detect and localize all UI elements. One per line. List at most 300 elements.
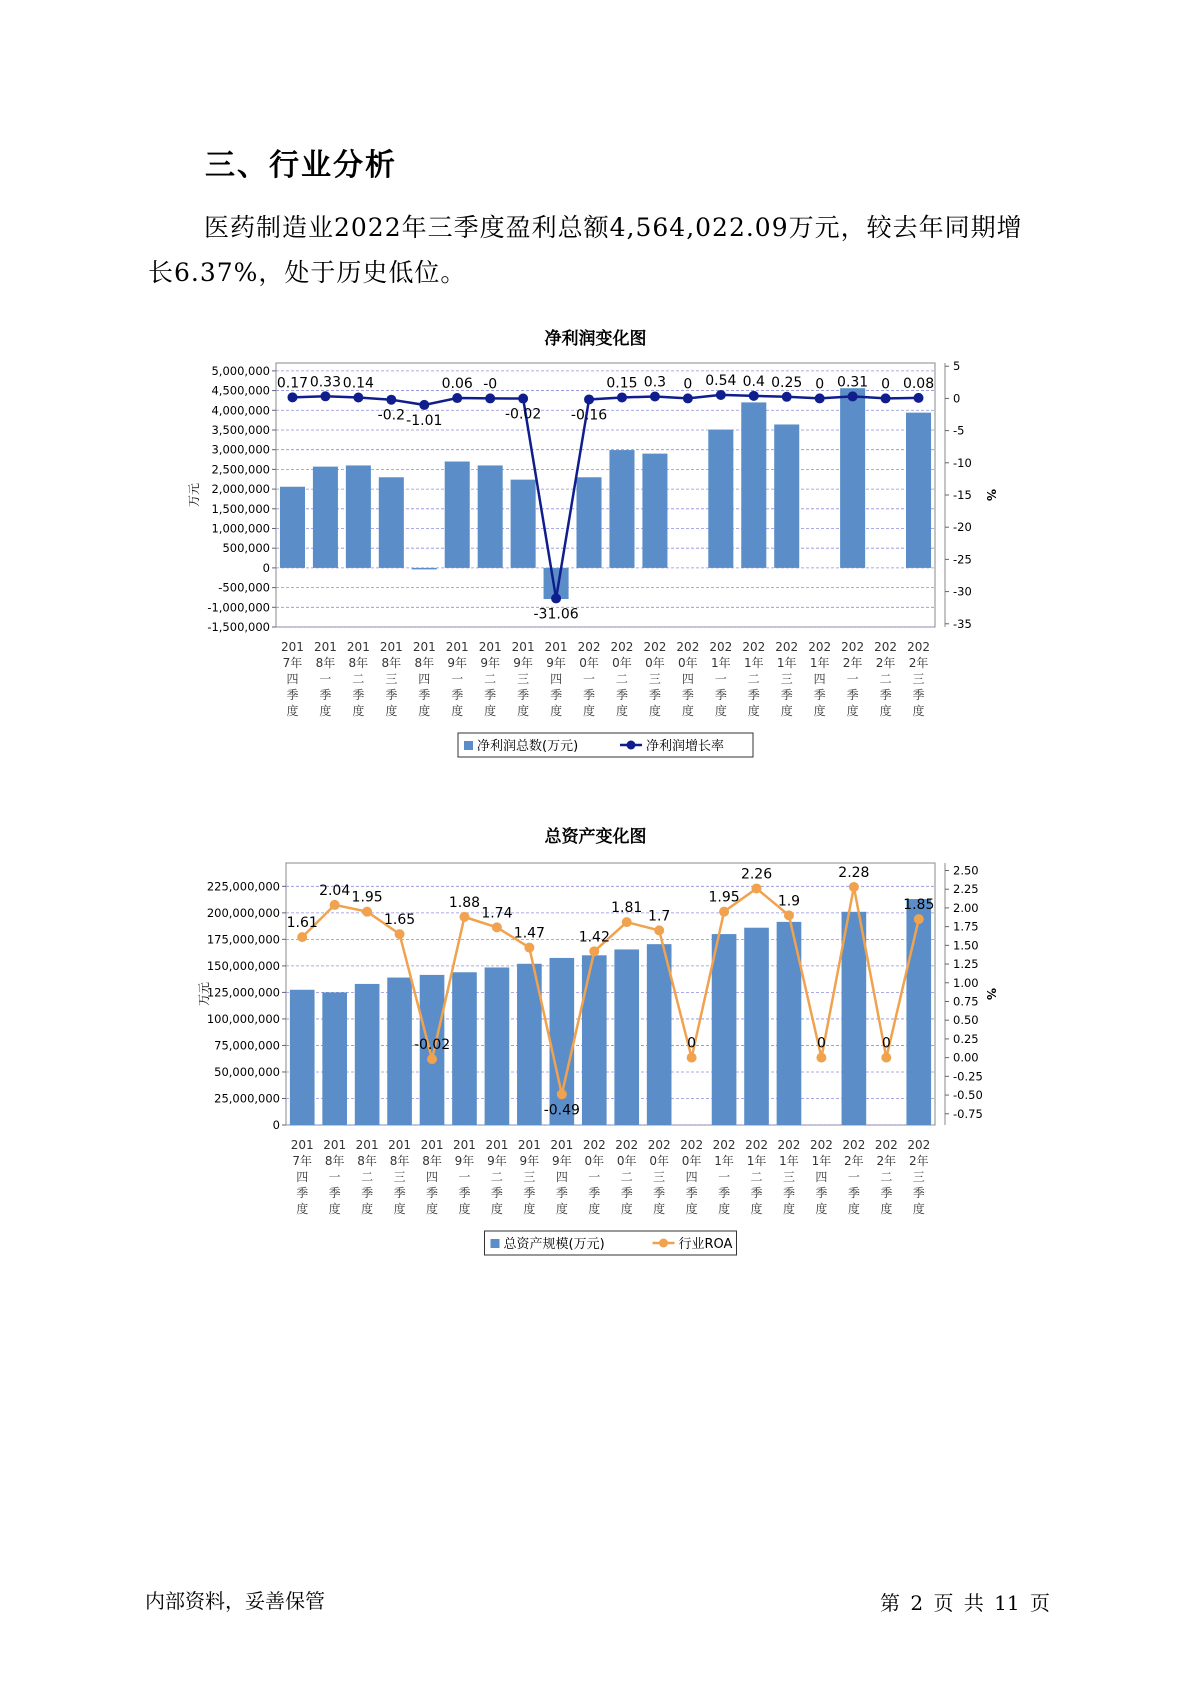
x-tick-label: 度	[296, 1202, 309, 1216]
data-label: -0.02	[505, 406, 542, 423]
x-tick-label: 度	[912, 1202, 925, 1216]
x-tick-label: 四	[296, 1170, 309, 1184]
x-tick-label: 201	[478, 640, 502, 654]
x-tick-label: 度	[653, 1202, 666, 1216]
y-tick-label: 2,500,000	[211, 462, 270, 477]
data-label: 0	[881, 1035, 891, 1052]
x-tick-label: 202	[841, 640, 865, 654]
x-tick-label: 三	[648, 672, 661, 686]
data-label: 1.61	[286, 915, 318, 932]
y2-tick-label: 0.75	[953, 994, 979, 1009]
y-tick-label: 175,000,000	[206, 932, 280, 947]
x-tick-label: 度	[484, 704, 497, 718]
x-tick-label: 度	[685, 1202, 698, 1216]
y2-tick-label: 1.75	[953, 919, 979, 934]
y-tick-label: -1,500,000	[207, 620, 270, 634]
y-tick-label: 4,500,000	[211, 383, 270, 398]
line-point	[557, 1089, 567, 1099]
y2-axis-title: %	[984, 488, 998, 502]
data-label: -0.02	[413, 1037, 451, 1054]
x-tick-label: 度	[750, 1202, 763, 1216]
data-label: -1.01	[406, 412, 443, 429]
data-label: -0.49	[543, 1102, 580, 1119]
x-tick-label: 9年	[546, 656, 566, 670]
bar	[280, 487, 305, 568]
bar	[478, 465, 503, 567]
x-tick-label: 季	[296, 1186, 309, 1200]
x-tick-label: 季	[714, 688, 727, 702]
x-tick-label: 202	[676, 640, 700, 654]
data-label: 2.26	[740, 866, 773, 883]
x-tick-label: 1年	[779, 1154, 799, 1168]
x-tick-label: 9年	[454, 1154, 475, 1168]
x-tick-label: 202	[610, 640, 634, 654]
line-point	[881, 393, 891, 403]
bar	[582, 955, 607, 1125]
x-tick-label: 度	[451, 704, 464, 718]
x-tick-label: 201	[420, 1138, 444, 1152]
line-point	[815, 393, 825, 403]
x-tick-label: 三	[912, 1170, 925, 1184]
data-label: 0.17	[276, 375, 309, 392]
x-tick-label: 季	[352, 688, 365, 702]
data-label: 1.74	[481, 905, 513, 922]
x-tick-label: 201	[412, 640, 436, 654]
bar	[387, 978, 412, 1125]
data-label: 0	[683, 376, 693, 393]
line-point	[622, 917, 632, 927]
bar	[577, 477, 602, 568]
line-point	[395, 929, 405, 939]
x-tick-label: 季	[517, 688, 530, 702]
data-label: 1.42	[578, 929, 610, 946]
x-tick-label: 9年	[447, 656, 468, 670]
x-tick-label: 202	[615, 1138, 639, 1152]
x-tick-label: 一	[458, 1170, 471, 1184]
line-point	[782, 392, 792, 402]
x-tick-label: 四	[813, 672, 826, 686]
y-tick-label: 1,000,000	[211, 521, 270, 536]
x-tick-label: 一	[718, 1170, 731, 1184]
x-tick-label: 202	[709, 640, 733, 654]
x-tick-label: 1年	[809, 656, 830, 670]
bar	[609, 450, 634, 568]
x-tick-label: 二	[750, 1170, 763, 1184]
x-tick-label: 7年	[292, 1154, 313, 1168]
x-tick-label: 201	[355, 1138, 379, 1152]
y2-tick-label: -30	[953, 584, 972, 599]
y2-tick-label: -5	[953, 423, 965, 438]
x-tick-label: 8年	[324, 1154, 345, 1168]
section-heading: 三、行业分析	[205, 148, 397, 183]
bar	[452, 972, 477, 1125]
x-tick-label: 一	[328, 1170, 341, 1184]
data-label: 1.47	[513, 925, 545, 942]
x-tick-label: 度	[583, 704, 596, 718]
bar	[445, 462, 470, 568]
line-point	[687, 1053, 697, 1063]
line-point	[551, 593, 561, 603]
x-tick-label: 三	[385, 672, 398, 686]
x-tick-label: 2年	[876, 1154, 897, 1168]
bar	[355, 984, 380, 1125]
x-tick-label: 8年	[389, 1154, 410, 1168]
line-point	[518, 394, 528, 404]
x-tick-label: 二	[620, 1170, 633, 1184]
x-tick-label: 度	[517, 704, 530, 718]
line-point	[716, 390, 726, 400]
line-point	[524, 943, 534, 953]
x-tick-label: 季	[583, 688, 596, 702]
x-tick-label: 季	[550, 688, 563, 702]
y2-tick-label: -10	[953, 455, 972, 470]
y-tick-label: 75,000,000	[214, 1038, 280, 1053]
x-tick-label: 202	[809, 1138, 833, 1152]
x-tick-label: 季	[555, 1186, 568, 1200]
line-point	[849, 882, 859, 892]
x-tick-label: 202	[874, 640, 898, 654]
x-tick-label: 0年	[579, 656, 599, 670]
x-tick-label: 度	[912, 704, 925, 718]
data-label: 0.14	[342, 375, 374, 392]
x-tick-label: 季	[393, 1186, 406, 1200]
x-tick-label: 二	[879, 672, 892, 686]
data-label: 0.3	[643, 374, 667, 391]
x-tick-label: 一	[714, 672, 727, 686]
x-tick-label: 季	[286, 688, 299, 702]
x-tick-label: 二	[361, 1170, 374, 1184]
line-point	[848, 391, 858, 401]
data-label: 0.33	[309, 374, 342, 391]
x-tick-label: 季	[780, 688, 793, 702]
x-tick-label: 度	[846, 704, 859, 718]
x-tick-label: 度	[780, 704, 793, 718]
legend-line-marker	[659, 1239, 668, 1248]
x-tick-label: 201	[550, 1138, 574, 1152]
data-label: 0	[815, 376, 825, 393]
x-tick-label: 季	[385, 688, 398, 702]
y-tick-label: 225,000,000	[206, 879, 280, 894]
x-tick-label: 9年	[487, 1154, 507, 1168]
y-tick-label: 500,000	[222, 541, 270, 556]
data-label: 0.15	[606, 375, 638, 392]
x-tick-label: 9年	[513, 656, 533, 670]
data-label: 2.28	[838, 864, 870, 881]
x-tick-label: 季	[718, 1186, 731, 1200]
x-tick-label: 8年	[348, 656, 369, 670]
x-tick-label: 201	[346, 640, 370, 654]
y-tick-label: 4,000,000	[211, 403, 270, 418]
x-tick-label: 8年	[357, 1154, 377, 1168]
x-tick-label: 201	[485, 1138, 509, 1152]
x-tick-label: 度	[615, 704, 628, 718]
x-tick-label: 季	[620, 1186, 633, 1200]
legend-bar-swatch	[491, 1239, 500, 1248]
x-tick-label: 四	[286, 672, 299, 686]
x-tick-label: 度	[718, 1202, 731, 1216]
x-tick-label: 季	[653, 1186, 666, 1200]
x-tick-label: 度	[523, 1202, 536, 1216]
data-label: 1.9	[777, 893, 801, 910]
x-tick-label: 0年	[616, 1154, 637, 1168]
x-tick-label: 202	[712, 1138, 736, 1152]
x-tick-label: 度	[352, 704, 365, 718]
x-tick-label: 2年	[844, 1154, 864, 1168]
x-tick-label: 1年	[776, 656, 797, 670]
x-tick-label: 四	[550, 672, 563, 686]
line-point	[617, 392, 627, 402]
bar	[485, 967, 510, 1125]
line-point	[719, 907, 729, 917]
x-tick-label: 9年	[480, 656, 500, 670]
x-tick-label: 三	[782, 1170, 795, 1184]
data-label: 0	[881, 376, 891, 393]
x-tick-label: 一	[319, 672, 332, 686]
legend-line-marker	[627, 741, 636, 750]
chart-title-assets: 总资产变化图	[544, 827, 647, 847]
x-tick-label: 202	[680, 1138, 704, 1152]
x-tick-label: 季	[750, 1186, 763, 1200]
x-tick-label: 201	[544, 640, 568, 654]
x-tick-label: 季	[451, 688, 464, 702]
x-tick-label: 202	[775, 640, 799, 654]
data-label: -31.06	[533, 606, 579, 623]
x-tick-label: 三	[517, 672, 530, 686]
x-tick-label: 7年	[282, 656, 303, 670]
x-tick-label: 季	[846, 688, 859, 702]
y2-tick-label: -25	[953, 552, 972, 567]
data-label: 1.88	[448, 894, 481, 911]
y2-tick-label: 1.25	[953, 957, 979, 972]
y-tick-label: 125,000,000	[206, 985, 280, 1000]
data-label: 0.06	[441, 376, 473, 393]
y2-tick-label: 1.00	[953, 975, 979, 990]
legend-bar-swatch	[464, 741, 473, 750]
y-tick-label: 0	[262, 560, 270, 575]
x-tick-label: 度	[813, 704, 826, 718]
legend-bar-label: 总资产规模(万元)	[503, 1237, 605, 1252]
x-tick-label: 四	[418, 672, 431, 686]
legend-line-label: 净利润增长率	[646, 739, 725, 754]
line-point	[452, 393, 462, 403]
bar	[840, 388, 865, 568]
bar	[642, 454, 667, 568]
x-tick-label: 202	[842, 1138, 866, 1152]
data-label: -0.16	[570, 407, 608, 424]
y-tick-label: 200,000,000	[206, 905, 280, 920]
y-tick-label: 5,000,000	[211, 363, 270, 378]
x-tick-label: 二	[880, 1170, 893, 1184]
x-tick-label: 度	[815, 1202, 828, 1216]
y2-tick-label: 0.25	[953, 1031, 979, 1046]
line-point	[330, 900, 340, 910]
x-tick-label: 0年	[645, 656, 665, 670]
line-point	[485, 393, 495, 403]
line-point	[589, 946, 599, 956]
x-tick-label: 度	[361, 1202, 374, 1216]
x-tick-label: 四	[681, 672, 694, 686]
line-point	[654, 925, 664, 935]
y2-tick-label: 2.00	[953, 900, 979, 915]
x-tick-label: 9年	[552, 1154, 572, 1168]
x-tick-label: 1年	[811, 1154, 832, 1168]
x-tick-label: 季	[747, 688, 760, 702]
x-tick-label: 度	[555, 1202, 568, 1216]
x-tick-label: 三	[653, 1170, 666, 1184]
y2-tick-label: -0.50	[953, 1088, 983, 1103]
line-point	[287, 392, 297, 402]
x-tick-label: 季	[490, 1186, 503, 1200]
x-tick-label: 202	[907, 1138, 931, 1152]
x-tick-label: 季	[681, 688, 694, 702]
x-tick-label: 季	[782, 1186, 795, 1200]
x-tick-label: 度	[747, 704, 760, 718]
y-tick-label: 150,000,000	[206, 958, 280, 973]
x-tick-label: 季	[588, 1186, 601, 1200]
line-point	[881, 1053, 891, 1063]
profit-chart	[0, 355, 1191, 815]
data-label: 1.85	[903, 897, 935, 914]
x-tick-label: 季	[847, 1186, 860, 1200]
chart-title-profit: 净利润变化图	[544, 329, 647, 349]
x-tick-label: 202	[745, 1138, 768, 1152]
data-label: 0.08	[902, 375, 935, 392]
x-tick-label: 202	[643, 640, 667, 654]
y-tick-label: -500,000	[218, 580, 270, 595]
x-tick-label: 201	[290, 1138, 314, 1152]
x-tick-label: 度	[490, 1202, 503, 1216]
bar	[647, 944, 672, 1125]
y-axis-title: 万元	[197, 981, 211, 1007]
x-tick-label: 度	[328, 1202, 341, 1216]
bar	[744, 928, 769, 1125]
x-tick-label: 一	[583, 672, 596, 686]
x-tick-label: 201	[281, 640, 304, 654]
y2-tick-label: -35	[953, 616, 972, 631]
x-tick-label: 0年	[681, 1154, 702, 1168]
line-point	[683, 393, 693, 403]
data-label: 1.95	[351, 889, 383, 906]
bar	[549, 958, 574, 1125]
data-label: 0.31	[837, 374, 869, 391]
x-tick-label: 四	[815, 1170, 828, 1184]
x-tick-label: 201	[453, 1138, 476, 1152]
bar	[322, 992, 347, 1125]
bar	[708, 430, 733, 568]
data-label: 1.7	[648, 908, 671, 925]
y2-tick-label: 5	[953, 359, 961, 374]
bar	[712, 934, 737, 1125]
y2-tick-label: -0.75	[953, 1106, 983, 1121]
x-tick-label: 2年	[842, 656, 863, 670]
x-tick-label: 四	[685, 1170, 698, 1184]
x-tick-label: 度	[426, 1202, 439, 1216]
analysis-paragraph	[148, 205, 1048, 295]
assets-chart	[0, 855, 1191, 1285]
data-label: 0	[816, 1035, 826, 1052]
x-tick-label: 度	[458, 1202, 471, 1216]
data-label: -0	[483, 376, 498, 393]
bar	[774, 424, 799, 567]
bar	[906, 899, 931, 1125]
y-tick-label: 100,000,000	[206, 1011, 280, 1026]
x-tick-label: 度	[879, 704, 892, 718]
x-tick-label: 一	[846, 672, 859, 686]
y-tick-label: 0	[272, 1118, 280, 1132]
data-label: 1.81	[611, 900, 643, 917]
x-tick-label: 度	[286, 704, 299, 718]
bar	[346, 465, 371, 567]
y2-tick-label: -15	[953, 488, 972, 502]
x-tick-label: 二	[352, 672, 365, 686]
x-tick-label: 201	[388, 1138, 412, 1152]
bar	[741, 402, 766, 567]
x-tick-label: 2年	[875, 656, 896, 670]
x-tick-label: 季	[418, 688, 431, 702]
y2-tick-label: 0	[953, 391, 961, 406]
y2-tick-label: 2.25	[953, 882, 979, 897]
x-tick-label: 202	[577, 640, 601, 654]
x-tick-label: 二	[615, 672, 628, 686]
line-point	[749, 391, 759, 401]
footer-page-number: 第 2 页 共 11 页	[880, 1591, 1050, 1615]
x-tick-label: 202	[777, 1138, 801, 1152]
y2-axis-title: %	[984, 987, 998, 1001]
line-point	[386, 395, 396, 405]
line-point	[914, 914, 924, 924]
x-tick-label: 201	[379, 640, 403, 654]
y2-tick-label: -20	[953, 520, 972, 535]
y-tick-label: 25,000,000	[214, 1091, 280, 1106]
data-label: 0.4	[742, 373, 765, 390]
x-tick-label: 度	[648, 704, 661, 718]
line-point	[419, 400, 429, 410]
x-tick-label: 201	[517, 1138, 541, 1152]
x-tick-label: 度	[393, 1202, 406, 1216]
x-tick-label: 度	[418, 704, 431, 718]
line-point	[459, 912, 469, 922]
line-point	[353, 393, 363, 403]
y-tick-label: 2,000,000	[211, 482, 270, 497]
x-tick-label: 季	[523, 1186, 536, 1200]
x-tick-label: 季	[328, 1186, 341, 1200]
x-tick-label: 度	[588, 1202, 601, 1216]
bar	[614, 949, 639, 1125]
paragraph-text: 医药制造业2022年三季度盈利总额4,564,022.09万元，较去年同期增长6.37%，处于历史低位。	[148, 213, 1023, 287]
x-tick-label: 8年	[422, 1154, 442, 1168]
x-tick-label: 8年	[414, 656, 435, 670]
x-tick-label: 季	[813, 688, 826, 702]
legend-bar-label: 净利润总数(万元)	[477, 739, 579, 754]
x-tick-label: 201	[313, 640, 337, 654]
x-tick-label: 季	[685, 1186, 698, 1200]
line-point	[914, 393, 924, 403]
x-tick-label: 二	[490, 1170, 503, 1184]
line-point	[584, 394, 594, 404]
data-label: 0.25	[771, 374, 803, 391]
x-tick-label: 202	[907, 640, 930, 654]
x-tick-label: 202	[808, 640, 832, 654]
x-tick-label: 0年	[584, 1154, 605, 1168]
x-tick-label: 季	[880, 1186, 893, 1200]
x-tick-label: 202	[582, 1138, 606, 1152]
y2-tick-label: 1.50	[953, 938, 979, 953]
x-tick-label: 季	[484, 688, 497, 702]
x-tick-label: 季	[458, 1186, 471, 1200]
y-tick-label: -1,000,000	[207, 600, 270, 615]
x-tick-label: 度	[319, 704, 332, 718]
x-tick-label: 一	[451, 672, 464, 686]
